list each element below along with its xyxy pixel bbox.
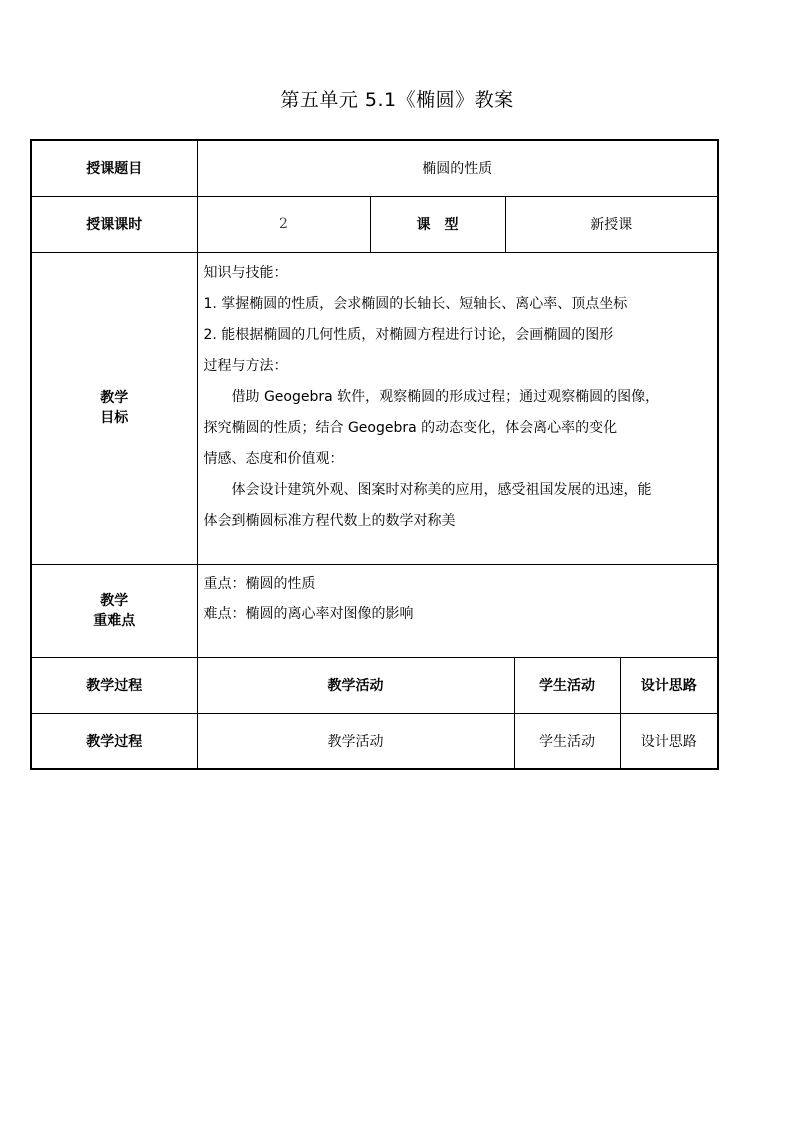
process-row-col4: 设计思路 [620, 713, 718, 769]
emotion-line-2: 体会到椭圆标准方程代数上的数学对称美 [203, 512, 456, 529]
keypoints-label-line1: 教学 [100, 592, 129, 609]
difficulty-text: 难点：椭圆的离心率对图像的影响 [203, 605, 414, 622]
process-line-1: 借助 Geogebra 软件，观察椭圆的形成过程；通过观察椭圆的图像， [231, 388, 660, 405]
process-heading: 过程与方法： [203, 357, 288, 374]
process-header-row [31, 657, 718, 713]
objectives-label-line2: 目标 [100, 410, 129, 426]
objectives-content [197, 252, 718, 564]
hours-value: 2 [197, 196, 370, 252]
process-header-col3: 学生活动 [514, 657, 620, 713]
emotion-heading: 情感、态度和价值观： [203, 450, 344, 467]
objectives-row [31, 252, 718, 564]
page-title: 第五单元 5.1《椭圆》教案 [280, 89, 514, 111]
process-row-col3: 学生活动 [514, 713, 620, 769]
type-label: 课 型 [370, 196, 505, 252]
type-value: 新授课 [505, 196, 718, 252]
hours-label: 授课课时 [31, 196, 197, 252]
keypoints-label-line2: 重难点 [93, 612, 136, 629]
process-row-col1: 教学过程 [31, 713, 197, 769]
process-row [31, 713, 718, 769]
objectives-label-line1: 教学 [100, 390, 129, 406]
hours-row [31, 196, 718, 252]
keypoints-row [31, 564, 718, 657]
focus-text: 重点：椭圆的性质 [203, 575, 316, 592]
process-header-col4: 设计思路 [620, 657, 718, 713]
topic-label: 授课题目 [31, 140, 197, 196]
keypoints-content [197, 564, 718, 657]
knowledge-heading: 知识与技能： [203, 264, 288, 281]
emotion-line-1: 体会设计建筑外观、图案时对称美的应用，感受祖国发展的迅速，能 [231, 481, 652, 498]
knowledge-item-2: 2. 能根据椭圆的几何性质，对椭圆方程进行讨论，会画椭圆的图形 [203, 326, 614, 343]
keypoints-label [31, 564, 197, 657]
topic-row [31, 140, 718, 196]
process-line-2: 探究椭圆的性质；结合 Geogebra 的动态变化，体会离心率的变化 [203, 419, 618, 436]
process-header-col1: 教学过程 [31, 657, 197, 713]
process-row-col2: 教学活动 [197, 713, 514, 769]
process-header-col2: 教学活动 [197, 657, 514, 713]
lesson-plan-table [30, 139, 719, 770]
objectives-label [31, 252, 197, 564]
knowledge-item-1: 1. 掌握椭圆的性质，会求椭圆的长轴长、短轴长、离心率、顶点坐标 [203, 295, 628, 312]
topic-value: 椭圆的性质 [197, 140, 718, 196]
